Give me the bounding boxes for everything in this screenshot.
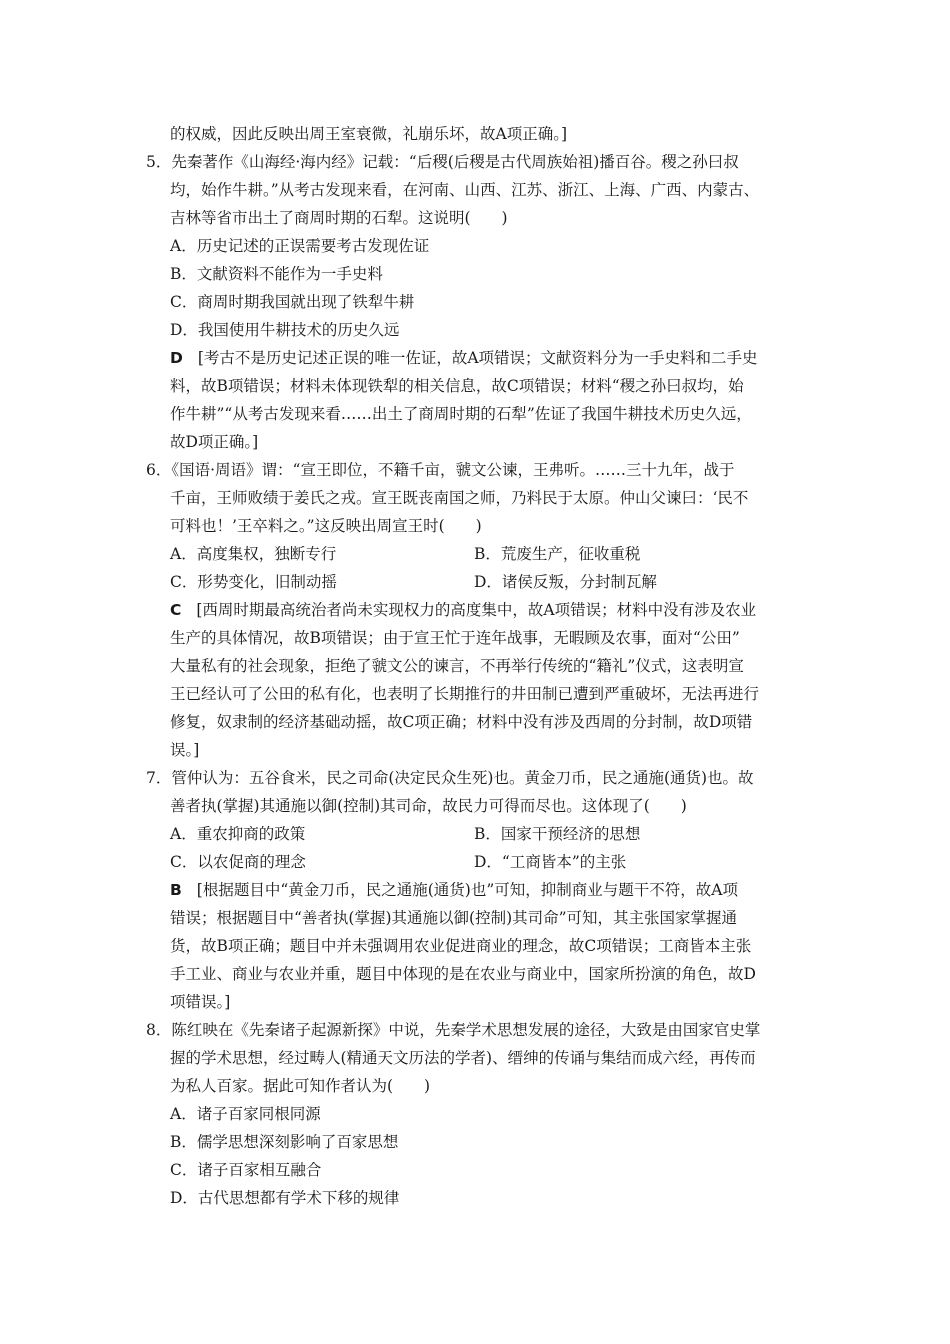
question-6-stem-line-2: 千亩，王师败绩于姜氏之戎。宣王既丧南国之师，乃料民于太原。仲山父谏曰：‘民不 xyxy=(170,489,749,507)
question-6-option-d: D．诸侯反叛，分封制瓦解 xyxy=(474,573,657,591)
previous-explanation-tail: 的权威，因此反映出周王室衰微，礼崩乐坏，故A项正确。] xyxy=(170,125,567,143)
question-5-option-c: C．商周时期我国就出现了铁犁牛耕 xyxy=(170,293,415,311)
question-7-explanation-line-3: 货，故B项正确；题目中并未强调用农业促进商业的理念，故C项错误；工商皆本主张 xyxy=(170,937,752,955)
question-7-answer: B xyxy=(170,881,182,899)
question-7-explanation-line-5: 项错误。] xyxy=(170,993,231,1011)
question-5-option-a: A．历史记述的正误需要考古发现佐证 xyxy=(170,237,430,255)
question-7-explanation-line-4: 手工业、商业与农业并重，题目中体现的是在农业与商业中，国家所扮演的角色，故D xyxy=(170,965,756,983)
question-5-stem-line-3: 吉林等省市出土了商周时期的石犁。这说明( ) xyxy=(170,209,508,227)
question-6-explanation-line-2: 生产的具体情况，故B项错误；由于宣王忙于连年战事，无暇顾及农事，面对“公田” xyxy=(170,629,740,647)
question-7-option-c: C．以农促商的理念 xyxy=(170,853,306,871)
question-8-option-b: B．儒学思想深刻影响了百家思想 xyxy=(170,1133,399,1151)
question-5-answer: D xyxy=(170,349,183,367)
question-5-explanation-line-3: 作牛耕”“从考古发现来看……出土了商周时期的石犁”佐证了我国牛耕技术历史久远， xyxy=(170,405,752,423)
question-6-answer: C xyxy=(170,601,182,619)
question-8-stem-line-2: 握的学术思想，经过畴人(精通天文历法的学者)、缙绅的传诵与集结而成六经，再传而 xyxy=(170,1049,756,1067)
question-6-option-b: B．荒废生产，征收重税 xyxy=(474,545,641,563)
question-7-stem-line-2: 善者执(掌握)其通施以御(控制)其司命，故民力可得而尽也。这体现了( ) xyxy=(170,797,687,815)
question-6-explanation-line-3: 大量私有的社会现象，拒绝了虢文公的谏言，不再举行传统的“籍礼”仪式，这表明宣 xyxy=(170,657,744,675)
question-8-option-a: A．诸子百家同根同源 xyxy=(170,1105,321,1123)
question-5-explanation-line-2: 料，故B项错误；材料未体现铁犁的相关信息，故C项错误；材料“稷之孙曰叔均，始 xyxy=(170,377,744,395)
question-7-option-d: D．“工商皆本”的主张 xyxy=(474,853,627,871)
question-8-option-c: C．诸子百家相互融合 xyxy=(170,1161,322,1179)
question-6-explanation-line-6: 误。] xyxy=(170,741,200,759)
question-5-explanation-line-4: 故D项正确。] xyxy=(170,433,259,451)
question-5-stem-line-1: 5．先秦著作《山海经·海内经》记载：“后稷(后稷是古代周族始祖)播百谷。稷之孙曰叔 xyxy=(146,153,739,171)
question-5-stem-line-2: 均，始作牛耕。”从考古发现来看，在河南、山西、江苏、浙江、上海、广西、内蒙古、 xyxy=(170,181,760,199)
question-7-explanation-line-1 xyxy=(170,880,738,900)
question-5-explanation-line-1 xyxy=(170,348,758,368)
question-6-option-a: A．高度集权，独断专行 xyxy=(170,545,337,563)
question-8-stem-line-1: 8．陈红映在《先秦诸子起源新探》中说，先秦学术思想发展的途径，大致是由国家官史掌 xyxy=(146,1021,761,1039)
question-6-explanation-line-1 xyxy=(170,600,756,620)
question-8-stem-line-3: 为私人百家。据此可知作者认为( ) xyxy=(170,1077,431,1095)
question-7-stem-line-1: 7．管仲认为：五谷食米，民之司命(决定民众生死)也。黄金刀币，民之通施(通货)也。故 xyxy=(146,769,754,787)
question-7-option-a: A．重农抑商的政策 xyxy=(170,825,306,843)
question-5-option-b: B．文献资料不能作为一手史料 xyxy=(170,265,383,283)
question-6-explanation-line-5: 修复，奴隶制的经济基础动摇，故C项正确；材料中没有涉及西周的分封制，故D项错 xyxy=(170,713,753,731)
question-5-option-d: D．我国使用牛耕技术的历史久远 xyxy=(170,321,400,339)
question-7-explanation-line-2: 错误；根据题目中“善者执(掌握)其通施以御(控制)其司命”可知，其主张国家掌握通 xyxy=(170,909,738,927)
question-8-option-d: D．古代思想都有学术下移的规律 xyxy=(170,1189,400,1207)
question-6-stem-line-1: 6．《国语·周语》谓：“宣王即位，不籍千亩，虢文公谏，王弗听。……三十九年，战于 xyxy=(146,461,735,479)
question-6-explanation-text-1: [西周时期最高统治者尚未实现权力的高度集中，故A项错误；材料中没有涉及农业 xyxy=(196,601,757,619)
question-6-explanation-line-4: 王已经认可了公田的私有化，也表明了长期推行的井田制已遭到严重破坏，无法再进行 xyxy=(170,685,760,703)
question-7-explanation-text-1: [根据题目中“黄金刀币，民之通施(通货)也”可知，抑制商业与题干不符，故A项 xyxy=(196,881,738,899)
question-5-explanation-text-1: [考古不是历史记述正误的唯一佐证，故A项错误；文献资料分为一手史料和二手史 xyxy=(197,349,758,367)
question-6-stem-line-3: 可料也！’王卒料之。”这反映出周宣王时( ) xyxy=(170,517,482,535)
question-6-option-c: C．形势变化，旧制动摇 xyxy=(170,573,337,591)
question-7-option-b: B．国家干预经济的思想 xyxy=(474,825,641,843)
